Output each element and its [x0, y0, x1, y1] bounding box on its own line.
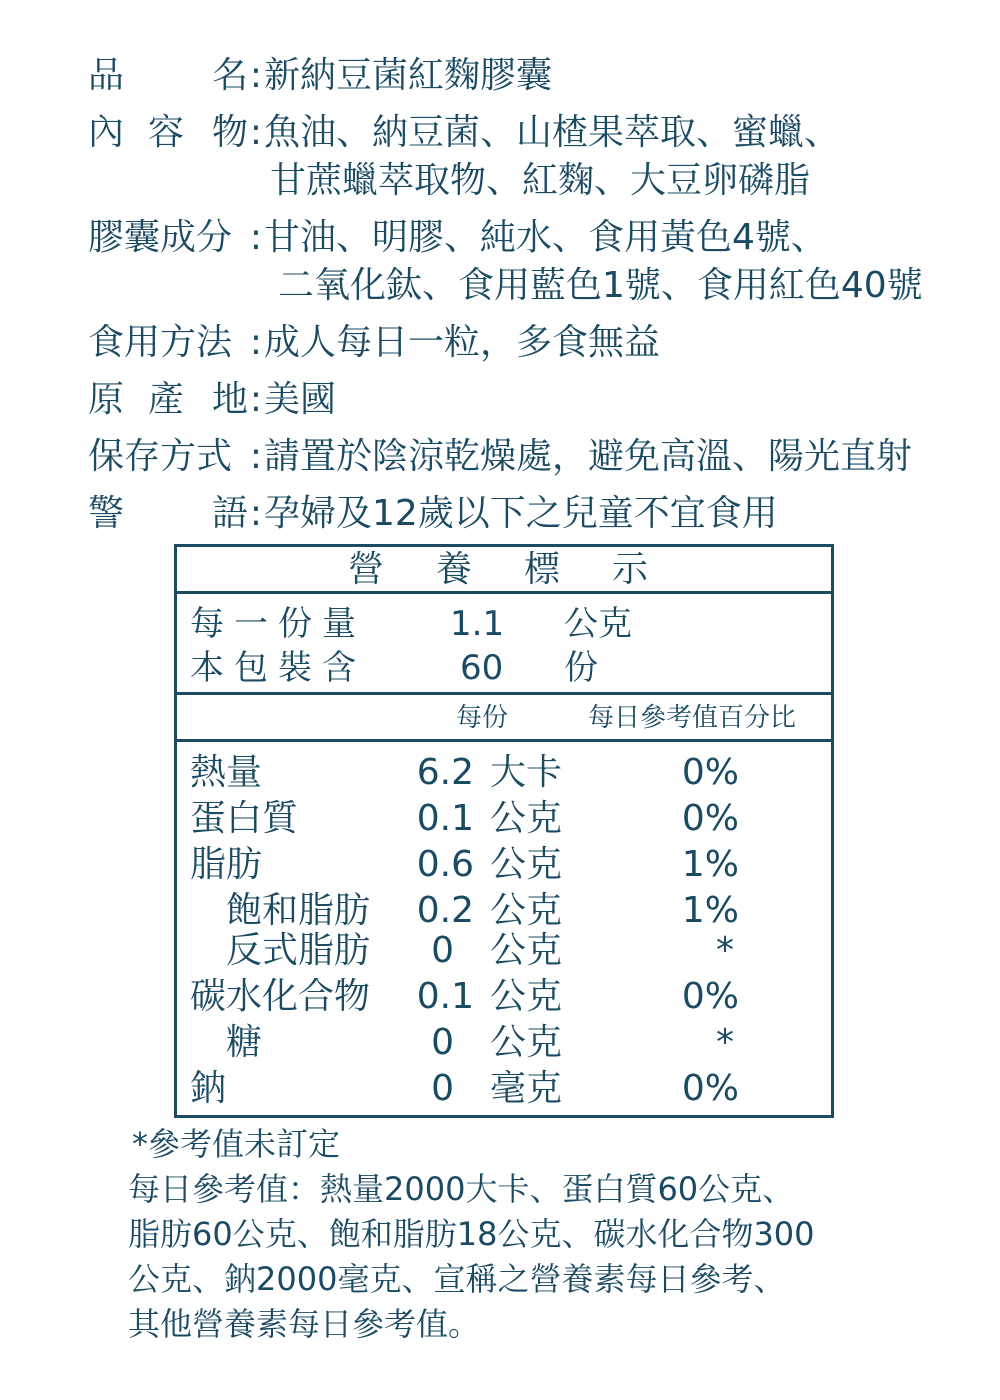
- nutrient-amount: 0: [431, 1068, 454, 1109]
- capsule-row-2: [88, 262, 968, 310]
- label-text: 保存方式: [88, 436, 233, 477]
- colon: :: [249, 217, 263, 258]
- nutrient-pct: 1%: [681, 890, 739, 931]
- nutrient-name: 碳水化合物: [190, 976, 371, 1017]
- colon: :: [249, 112, 263, 153]
- colon: :: [249, 322, 263, 363]
- product-name-label: [88, 52, 248, 100]
- nutrient-row-sugar: [174, 1020, 834, 1066]
- nutrient-row-fat: [174, 842, 834, 888]
- nutrient-pct: *: [716, 930, 734, 971]
- nutrient-name: 反式脂肪: [226, 930, 371, 971]
- footnote-daily-reference-1: 每日參考值：熱量2000大卡、蛋白質60公克、: [128, 1170, 795, 1208]
- label-char: 警: [88, 493, 125, 534]
- label-char: 品: [88, 55, 125, 96]
- nutrient-amount: 0: [431, 1022, 454, 1063]
- nutrient-unit: 公克: [490, 976, 563, 1017]
- nutrient-name: 糖: [226, 1022, 263, 1063]
- product-name-row: [88, 52, 968, 100]
- origin-label: [88, 376, 248, 424]
- nutrient-name: 脂肪: [190, 844, 263, 885]
- serving-size-value: 1.1: [450, 604, 505, 644]
- nutrient-unit: 毫克: [490, 1068, 563, 1109]
- title-char: 標: [524, 549, 561, 590]
- nutrient-row-sodium: [174, 1066, 834, 1112]
- title-char: 養: [436, 549, 473, 590]
- warning-row: [88, 490, 968, 538]
- capsule-row: [88, 214, 968, 262]
- footnote: [128, 1122, 968, 1347]
- nutrition-title: [174, 544, 834, 592]
- label-char: 語: [212, 493, 249, 534]
- nutrient-unit: 公克: [490, 844, 563, 885]
- label-char: 名: [212, 55, 249, 96]
- contents-line-2: 甘蔗蠟萃取物、紅麴、大豆卵磷脂: [270, 160, 811, 201]
- contents-row-2: [88, 157, 968, 205]
- divider: [174, 591, 834, 594]
- nutrient-pct: 0%: [681, 752, 739, 793]
- nutrient-row-protein: [174, 796, 834, 842]
- nutrient-name: 蛋白質: [190, 798, 299, 839]
- footnote-daily-reference-2: 脂肪60公克、飽和脂肪18公克、碳水化合物300: [128, 1215, 815, 1253]
- label-char: 原: [88, 379, 125, 420]
- product-name-value: 新納豆菌紅麴膠囊: [264, 55, 553, 96]
- nutrient-name: 鈉: [190, 1068, 227, 1109]
- colon: :: [249, 493, 263, 534]
- serving-size-label: 每一份量: [190, 604, 366, 644]
- nutrient-amount: 0.2: [416, 890, 474, 931]
- usage-row: [88, 319, 968, 367]
- colon: :: [249, 379, 263, 420]
- label-char: 地: [212, 379, 249, 420]
- label-text: 食用方法: [88, 322, 233, 363]
- title-char: 示: [612, 549, 649, 590]
- nutrient-unit: 公克: [490, 1022, 563, 1063]
- nutrient-unit: 公克: [490, 798, 563, 839]
- nutrient-pct: 1%: [681, 844, 739, 885]
- footnote-daily-reference-3: 公克、鈉2000毫克、宣稱之營養素每日參考、: [128, 1260, 786, 1298]
- title-char: 營: [348, 549, 385, 590]
- origin-row: [88, 376, 968, 424]
- colon: :: [249, 436, 263, 477]
- footnote-not-established: *參考值未訂定: [132, 1125, 341, 1163]
- usage-label: [88, 319, 248, 367]
- nutrient-row-calories: [174, 750, 834, 796]
- nutrient-name: 飽和脂肪: [226, 890, 371, 931]
- divider: [174, 692, 834, 695]
- serving-size-unit: 公克: [564, 604, 632, 644]
- nutrient-row-carbohydrate: [174, 974, 834, 1020]
- contents-line-1: 魚油、納豆菌、山楂果萃取、蜜蠟、: [264, 112, 841, 153]
- label-text: 膠囊成分: [88, 217, 233, 258]
- label-char: 物: [212, 112, 249, 153]
- nutrient-amount: 6.2: [416, 752, 474, 793]
- package-value: 60: [460, 648, 504, 688]
- label-char: 內: [88, 112, 125, 153]
- nutrition-facts: [174, 544, 834, 1118]
- footnote-daily-reference-4: 其他營養素每日參考值。: [128, 1305, 481, 1343]
- capsule-line-1: 甘油、明膠、純水、食用黃色4號、: [264, 217, 827, 258]
- col-per-serving: 每份: [456, 703, 509, 733]
- nutrient-amount: 0.1: [416, 976, 474, 1017]
- label-char: 產: [148, 379, 185, 420]
- nutrient-amount: 0.6: [416, 844, 474, 885]
- package-label: 本包裝含: [190, 648, 366, 688]
- nutrient-pct: 0%: [681, 1068, 739, 1109]
- origin-value: 美國: [264, 379, 337, 420]
- nutrient-unit: 大卡: [490, 752, 563, 793]
- nutrient-pct: *: [716, 1022, 734, 1063]
- package-unit: 份: [564, 648, 598, 688]
- capsule-line-2: 二氧化鈦、食用藍色1號、食用紅色40號: [278, 265, 923, 306]
- nutrient-amount: 0.1: [416, 798, 474, 839]
- capsule-label: [88, 214, 248, 262]
- nutrient-unit: 公克: [490, 890, 563, 931]
- storage-row: [88, 433, 968, 481]
- nutrient-pct: 0%: [681, 976, 739, 1017]
- nutrient-row-trans-fat: [174, 928, 834, 974]
- nutrient-amount: 0: [431, 930, 454, 971]
- usage-value: 成人每日一粒，多食無益: [264, 322, 661, 363]
- nutrient-name: 熱量: [190, 752, 263, 793]
- product-info: [88, 52, 968, 538]
- storage-label: [88, 433, 248, 481]
- colon: :: [249, 55, 263, 96]
- nutrient-pct: 0%: [681, 798, 739, 839]
- label-char: 容: [148, 112, 185, 153]
- nutrient-unit: 公克: [490, 930, 563, 971]
- contents-row: [88, 109, 968, 157]
- contents-label: [88, 109, 248, 157]
- storage-value: 請置於陰涼乾燥處，避免高溫、陽光直射: [264, 436, 913, 477]
- warning-label: [88, 490, 248, 538]
- col-daily-value-pct: 每日參考值百分比: [588, 703, 797, 733]
- warning-value: 孕婦及12歲以下之兒童不宜食用: [264, 493, 778, 534]
- divider: [174, 739, 834, 742]
